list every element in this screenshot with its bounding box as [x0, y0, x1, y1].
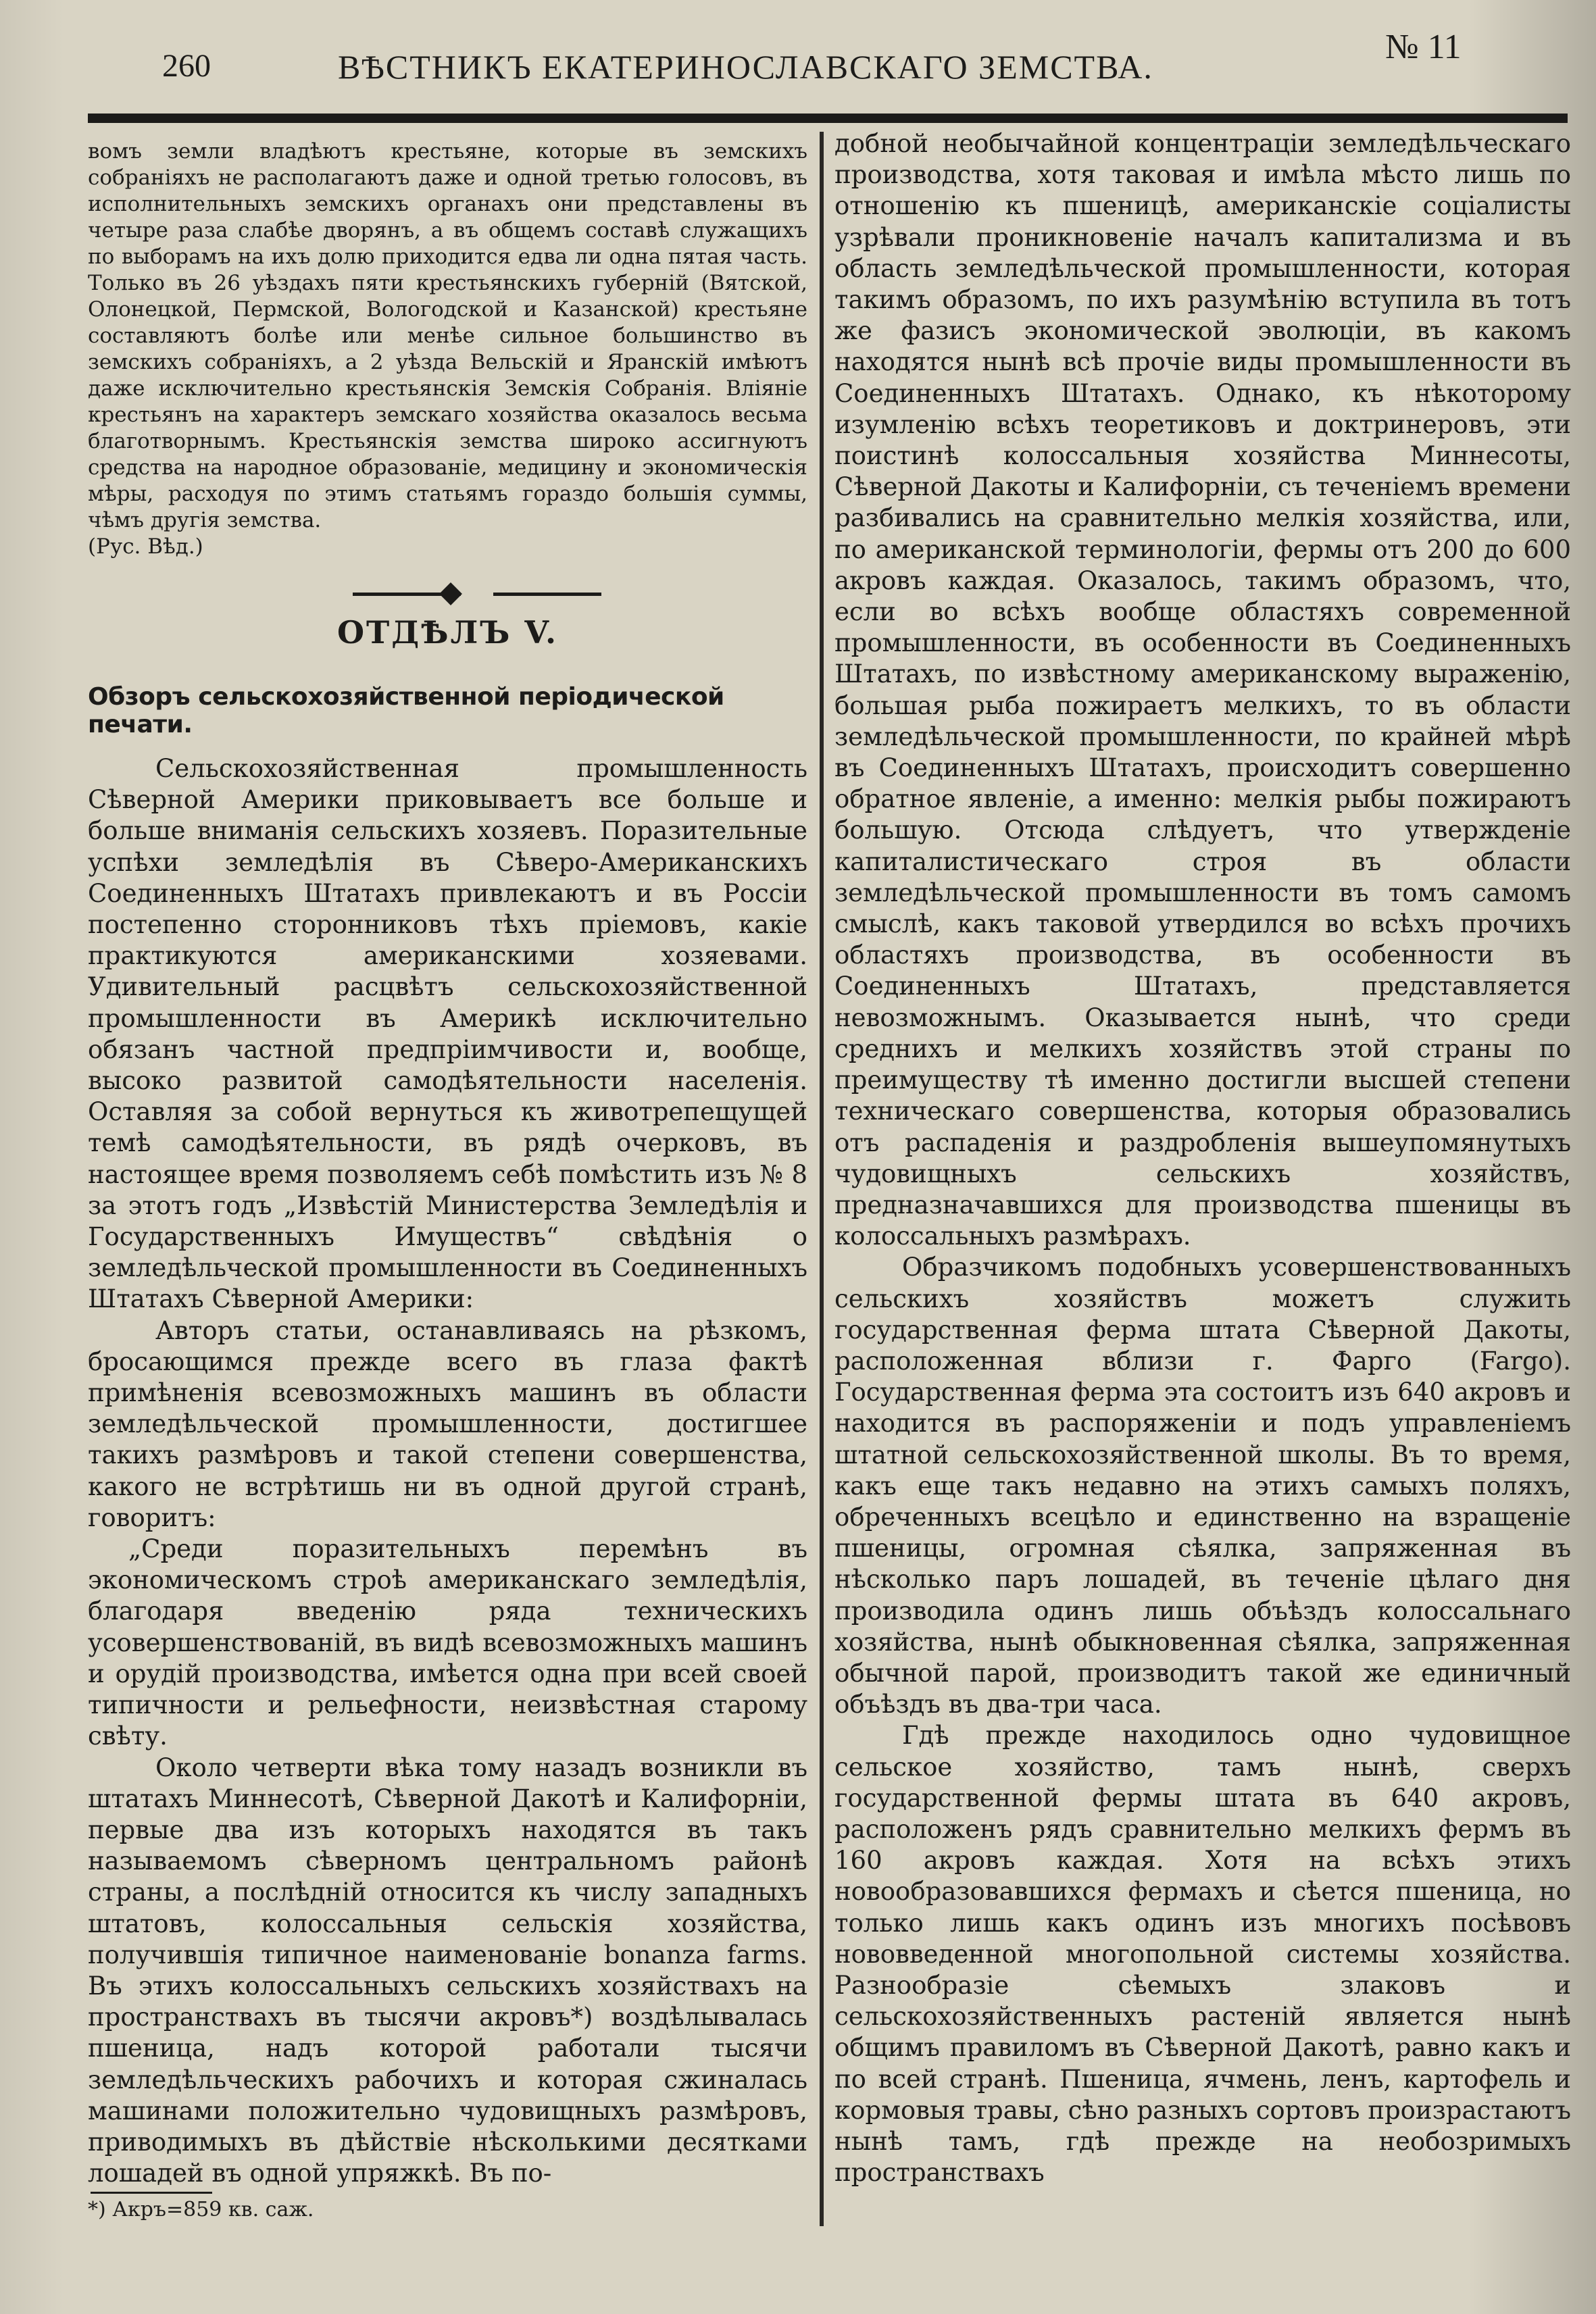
article-heading: Обзоръ сельскохозяйственной періодической печати. [88, 683, 724, 738]
header-rule [88, 114, 1568, 123]
paragraph: Гдѣ прежде находилось одно чудовищное сельское хозяйство, тамъ нынѣ, сверхъ государственной фермы штата въ 640 акровъ, расположенъ рядъ сравнительно мелкихъ фермъ въ 160 акровъ каждая. Хотя на всѣхъ этихъ новообразовавшихся фермахъ и сѣется пшеница, но только лишь какъ одинъ изъ многихъ посѣвовъ нововведенной многопольной системы хозяйства. Разнообразіе сѣемыхъ злаковъ и сельскохозяйственныхъ растеній является нынѣ общимъ правиломъ въ Сѣверной Дакотѣ, равно какъ и по всей странѣ. Пшеница, ячмень, ленъ, картофель и кормовыя травы, сѣно разныхъ сортовъ произрастаютъ нынѣ тамъ, гдѣ прежде на необозримыхъ пространствахъ [834, 1721, 1571, 2188]
paragraph: добной необычайной концентраціи земледѣльческаго производства, хотя таковая и имѣла мѣсто лишь по отношенію къ пшеницѣ, американскіе соціалисты узрѣвали проникновеніе началъ капитализма и въ область земледѣльческой промышленности, которая такимъ образомъ, по ихъ разумѣнію вступила въ тотъ же фазисъ экономической эволюціи, въ какомъ находятся нынѣ всѣ прочіе виды промышленности въ Соединенныхъ Штатахъ. Однако, къ нѣкоторому изумленію всѣхъ теоретиковъ и доктринеровъ, эти поистинѣ колоссальныя хозяйства Миннесоты, Сѣверной Дакоты и Калифорніи, съ теченіемъ времени разбивались на сравнительно мелкія хозяйства, или, по американской терминологіи, фермы отъ 200 до 600 акровъ каждая. Оказалось, такимъ образомъ, что, если во всѣхъ вообще областяхъ современной промышленности, въ особенности въ Соединенныхъ Штатахъ, по извѣстному американскому выраженію, большая рыба пожираетъ мелкихъ, то въ области земледѣльческой промышленности, по крайней мѣрѣ въ Соединенныхъ Штатахъ, происходитъ совершенно обратное явленіе, а именно: мелкія рыбы пожираютъ большую. Отсюда слѣдуетъ, что утвержденіе капиталистическаго строя въ области земледѣльческой промышленности въ томъ самомъ смыслѣ, какъ таковой утвердился во всѣхъ прочихъ областяхъ производства, въ особенности въ Соединенныхъ Штатахъ, представляется невозможнымъ. Оказывается нынѣ, что среди среднихъ и мелкихъ хозяйствъ этой страны по преимуществу тѣ именно достигли высшей степени техническаго совершенства, которыя образовались отъ распаденія и раздробленія вышеупомянутыхъ чудовищныхъ сельскихъ хозяйствъ, предназначавшихся для производства пшеницы въ колоссальныхъ размѣрахъ. [834, 129, 1571, 1251]
section-ornament [88, 586, 807, 602]
paragraph: Образчикомъ подобныхъ усовершенствованныхъ сельскихъ хозяйствъ можетъ служить государственная ферма штата Сѣверной Дакоты, расположенная вблизи г. Фарго (Fargo). Государственная ферма эта состоитъ изъ 640 акровъ и находится въ распоряженіи и подъ управленіемъ штатной сельскохозяйственной школы. Въ то время, какъ еще такъ недавно на этихъ самыхъ поляхъ, обреченныхъ всецѣло и единственно на взращеніе пшеницы, огромная сѣялка, запряженная въ нѣсколько паръ лошадей, въ теченіе цѣлаго дня производила одинъ лишь объѣздъ колоссальнаго хозяйства, нынѣ обыкновенная сѣялка, запряженная обычной парой, производитъ такой же единичный объѣздъ въ два-три часа. [834, 1253, 1571, 1719]
page-number: 260 [162, 48, 211, 84]
page-header [0, 20, 1596, 101]
issue-number: № 11 [1385, 28, 1462, 66]
journal-title: ВѢСТНИКЪ ЕКАТЕРИНОСЛАВСКАГО ЗЕМСТВА. [338, 48, 1153, 86]
section-title: ОТДѢЛЪ V. [336, 614, 559, 651]
footnote: *) Акръ=859 кв. саж. [88, 2198, 314, 2222]
paragraph: Авторъ статьи, останавливаясь на рѣзкомъ, бросающимся прежде всего въ глаза фактѣ примѣненія всевозможныхъ машинъ въ области земледѣльческой промышленности, достигшее такихъ размѣровъ и такой степени совершенства, какого не встрѣтишь ни въ одной другой странѣ, говоритъ: [88, 1315, 807, 1532]
paragraph: Сельскохозяйственная промышленность Сѣверной Америки приковываетъ все больше и больше вниманія сельскихъ хозяевъ. Поразительные успѣхи земледѣлія въ Сѣверо-Американскихъ Соединенныхъ Штатахъ привлекаютъ и въ Россіи постепенно сторонниковъ тѣхъ пріемовъ, какіе практикуются американскими хозяевами. Удивительный расцвѣтъ сельскохозяйственной промышленности въ Америкѣ исключительно обязанъ частной предпріимчивости и, вообще, высоко развитой самодѣятельности населенія. Оставляя за собой вернуться къ животрепещущей темѣ самодѣятельности, въ рядѣ очерковъ, въ настоящее время позволяемъ себѣ помѣстить изъ № 8 за этотъ годъ „Извѣстій Министерства Земледѣлія и Государственныхъ Имуществъ“ свѣдѣнія о земледѣльческой промышленности въ Соединенныхъ Штатахъ Сѣверной Америки: [88, 754, 807, 1314]
quote-paragraph: „Среди поразительныхъ перемѣнъ въ экономическомъ строѣ американскаго земледѣлія, благодаря введенію ряда техническихъ усовершенствованій, въ видѣ всевозможныхъ машинъ и орудій производства, имѣется одна при всей своей типичности и рельефности, неизвѣстная старому свѣту. [88, 1534, 807, 1751]
left-column [88, 139, 807, 2222]
source-citation: (Рус. Вѣд.) [88, 534, 203, 559]
ornament-diamond [439, 582, 462, 605]
ornament-line-right [493, 593, 601, 596]
paragraph: Около четверти вѣка тому назадъ возникли въ штатахъ Миннесотѣ, Сѣверной Дакотѣ и Калифорніи, первые два изъ которыхъ находятся въ такъ называемомъ сѣверномъ центральномъ районѣ страны, а послѣдній относится къ числу западныхъ штатовъ, колоссальныя сельскія хозяйства, получившія типичное наименованіе bonanza farms. Въ этихъ колоссальныхъ сельскихъ хозяйствахъ на пространствахъ въ тысячи акровъ*) воздѣлывалась пшеница, надъ которой работали тысячи земледѣльческихъ рабочихъ и которая сжиналась машинами положительно чудовищныхъ размѣровъ, приводимыхъ въ дѣйствіе нѣсколькими десятками лошадей въ одной упряжкѣ. Въ по- [88, 1753, 807, 2188]
column-divider [820, 132, 824, 2226]
intro-paragraph: вомъ земли владѣютъ крестьяне, которые въ земскихъ собраніяхъ не располагаютъ даже и одной третью голосовъ, въ исполнительныхъ земскихъ органахъ они представлены въ четыре раза слабѣе дворянъ, а въ общемъ составѣ служащихъ по выборамъ на ихъ долю приходится едва ли одна пятая часть. Только въ 26 уѣздахъ пяти крестьянскихъ губерній (Вятской, Олонецкой, Пермской, Вологодской и Казанской) крестьяне составляютъ болѣе или менѣе сильное большинство въ земскихъ собраніяхъ, а 2 уѣзда Вельскій и Яранскій имѣютъ даже исключительно крестьянскія Земскія Собранія. Вліяніе крестьянъ на характеръ земскаго хозяйства оказалось весьма благотворнымъ. Крестьянскія земства широко ассигнуютъ средства на народное образованіе, медицину и экономическія мѣры, расходуя по этимъ статьямъ гораздо большія суммы, чѣмъ другія земства. [88, 139, 807, 532]
right-column [834, 128, 1571, 2188]
footnote-rule [91, 2192, 212, 2194]
